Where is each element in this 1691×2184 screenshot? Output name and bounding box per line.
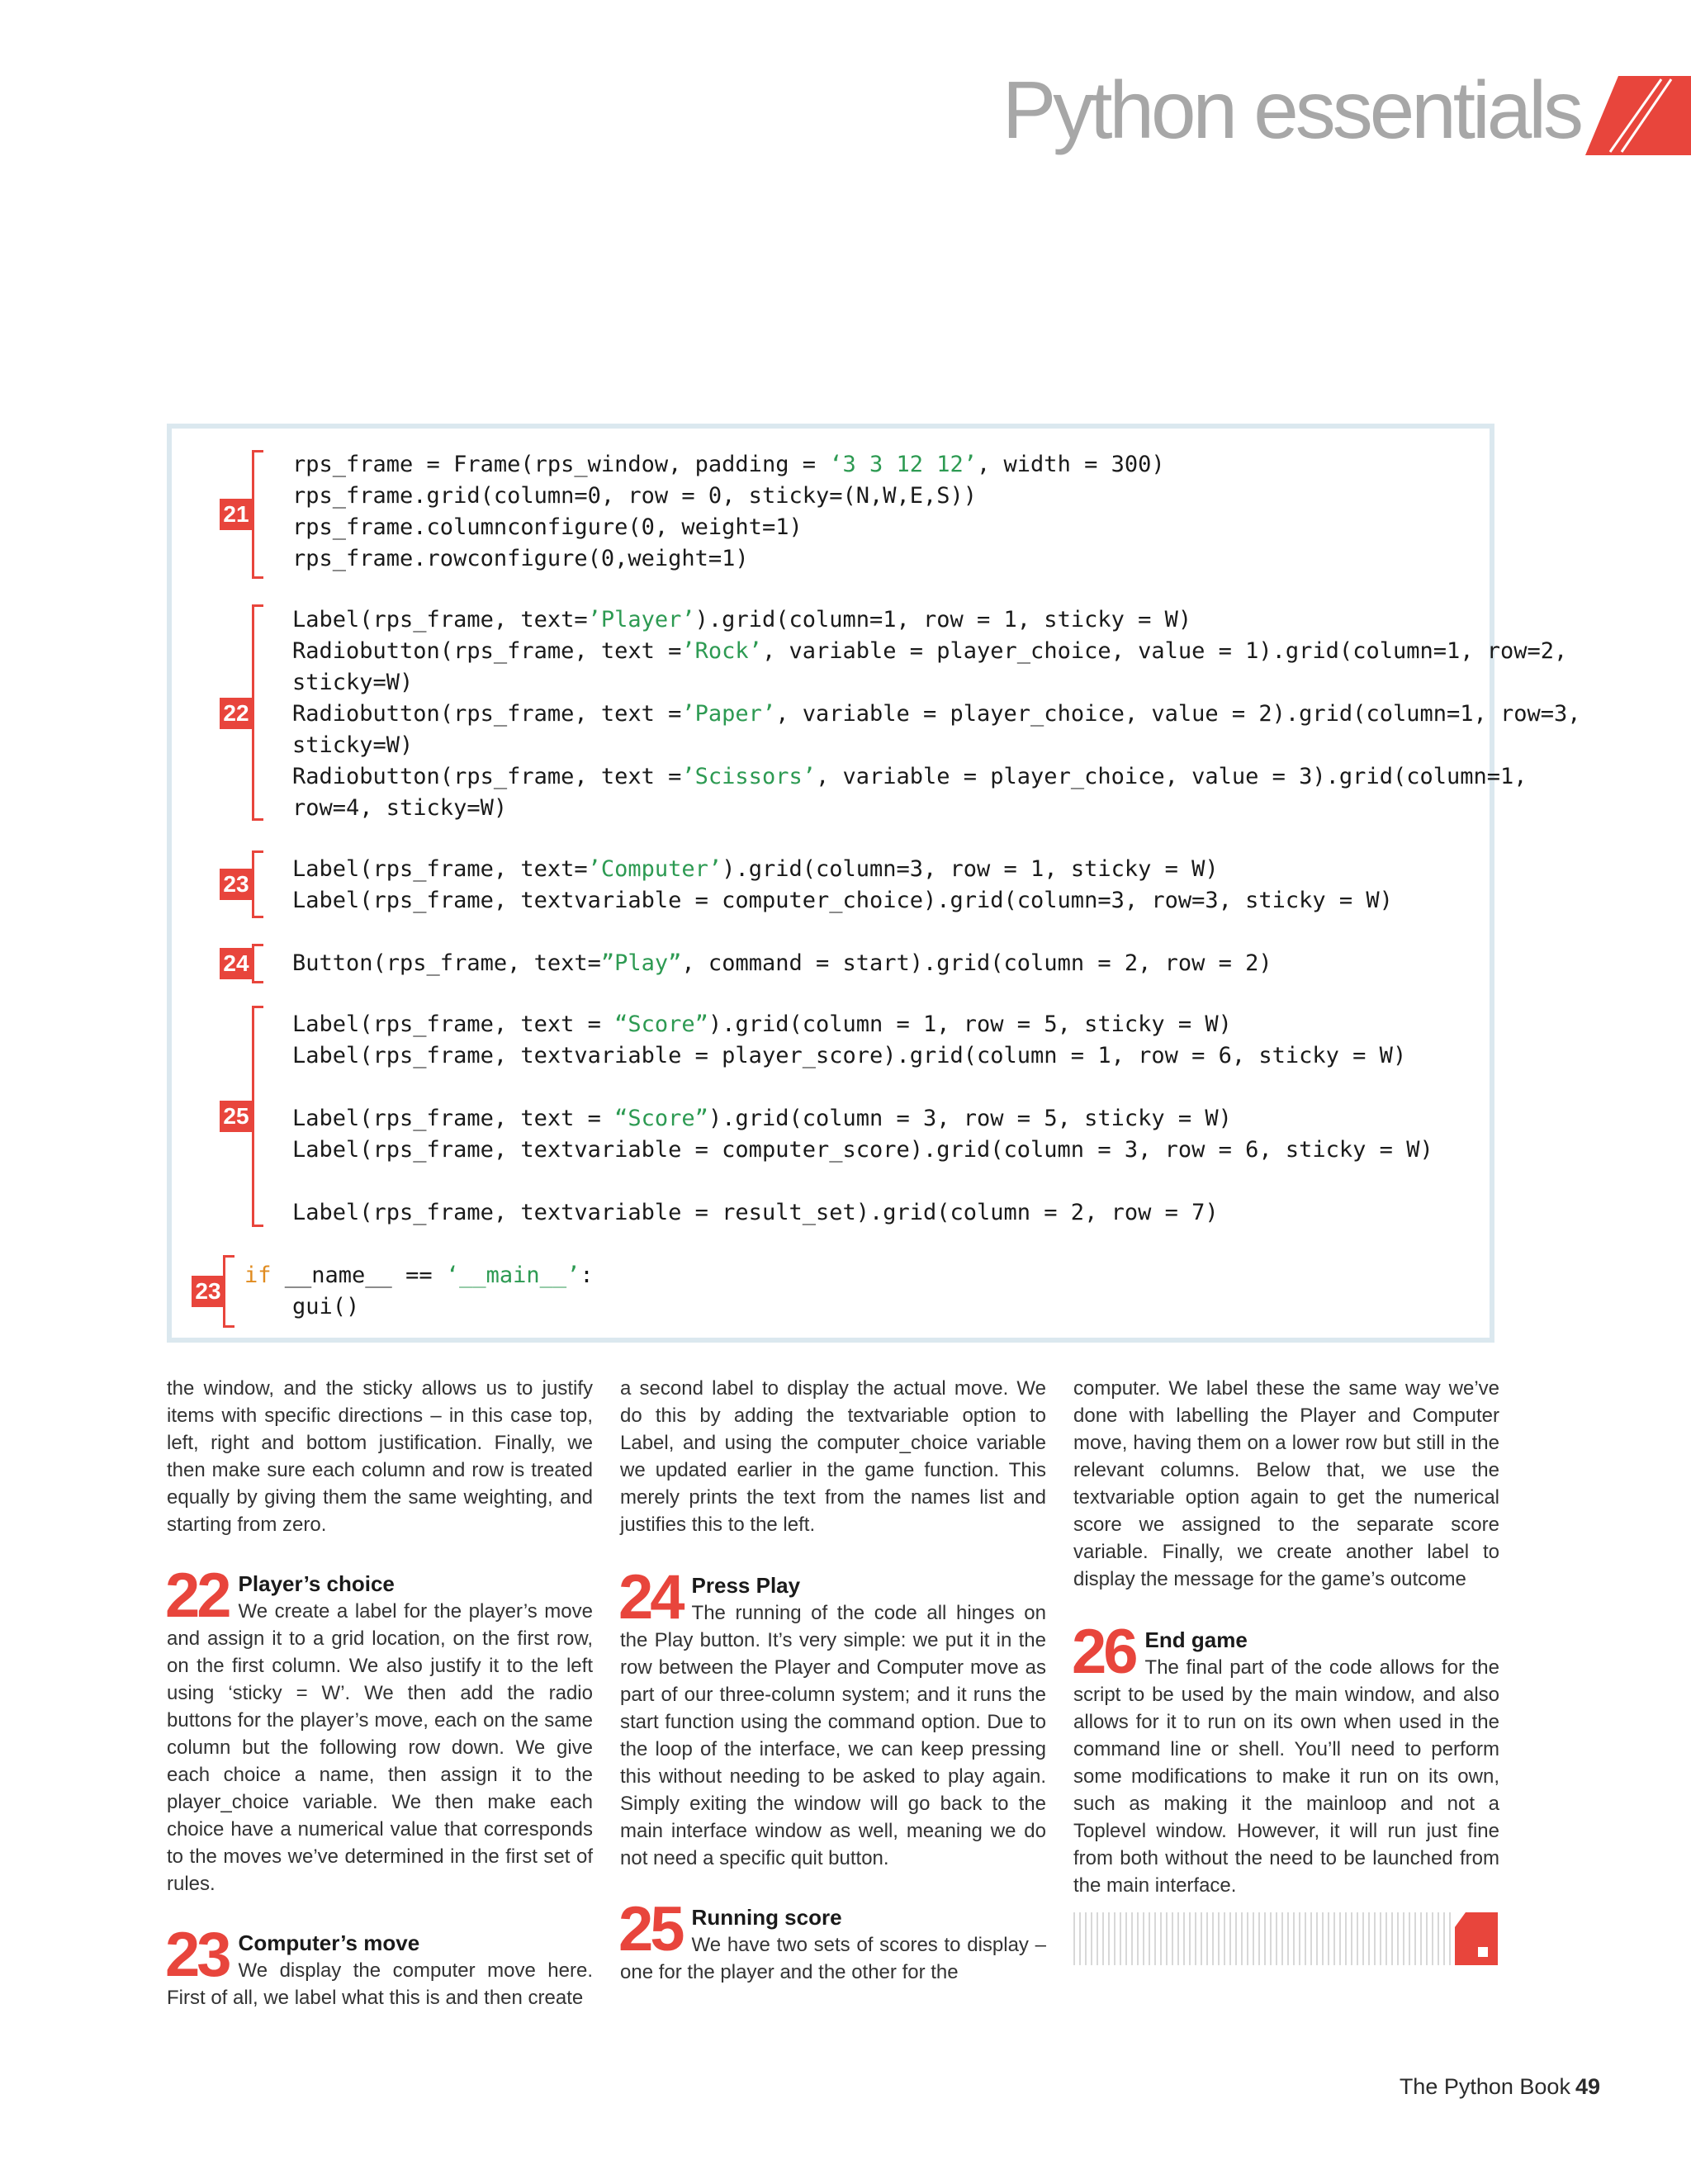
code-text: __name__ == (271, 1263, 446, 1288)
step-title: Press Play (691, 1573, 801, 1598)
code-text: rps_frame.columnconfigure(0, weight=1) (292, 514, 803, 540)
step-body: We display the computer move here. First of all, we label what this is and then create (167, 1959, 593, 2009)
code-line (244, 1260, 594, 1291)
code-text: Label(rps_frame, text = (292, 1011, 615, 1037)
paragraph: a second label to display the actual move. We do this by adding the textvariable option to Label, and using the computer_choice variable we updated earlier in the game function. This merely prints the text from the names list and justifies this to the left. (620, 1377, 1046, 1536)
code-string: ’Player’ (587, 607, 695, 632)
code-text: rps_frame.rowconfigure(0,weight=1) (292, 546, 749, 571)
code-line (292, 885, 1393, 917)
code-line (292, 543, 749, 575)
code-line (292, 449, 1165, 481)
code-string: “Score” (614, 1011, 708, 1037)
text-column-3 (1073, 1375, 1499, 1899)
step-bracket (252, 1006, 263, 1227)
code-string: “Score” (614, 1106, 708, 1131)
book-title: The Python Book (1399, 2074, 1570, 2099)
step-24 (618, 1562, 1046, 1872)
code-line (292, 1040, 1406, 1072)
step-bracket (223, 1255, 234, 1328)
header-flag-icon (1585, 76, 1691, 155)
page-header (1002, 64, 1691, 155)
text-column-1 (167, 1375, 593, 2011)
code-line (292, 730, 413, 761)
code-text: sticky=W) (292, 670, 414, 695)
code-string: ’Paper’ (681, 701, 776, 727)
step-bracket (252, 450, 263, 579)
code-text: ).grid(column=3, row = 1, sticky = W) (722, 856, 1219, 882)
step-title: Computer’s move (238, 1931, 420, 1955)
page-footer (1400, 2074, 1600, 2100)
code-text: Button(rps_frame, text= (292, 950, 601, 976)
step-26 (1072, 1617, 1499, 1899)
step-marker: 22 (220, 698, 253, 729)
step-23 (165, 1920, 593, 2011)
code-text: Label(rps_frame, textvariable = player_score).grid(column = 1, row = 6, sticky = W) (292, 1043, 1407, 1068)
code-string: ‘__main__’ (445, 1263, 580, 1288)
step-body: The final part of the code allows for the script to be used by the main window, and also allows for it to run on its own when used in the command line or shell. You’ll need to perform some modifications to make it run on its own, such as making it the mainloop and not a Toplevel window. However, it will run just fine from both without the need to be launched from the main interface. (1073, 1656, 1499, 1897)
step-number: 23 (165, 1920, 229, 1990)
step-marker: 21 (220, 499, 253, 530)
step-title: Player’s choice (238, 1571, 395, 1596)
code-text: ).grid(column=1, row = 1, sticky = W) (694, 607, 1192, 632)
code-string: ”Play” (600, 950, 682, 976)
step-marker: 24 (220, 948, 253, 979)
code-text: ).grid(column = 3, row = 5, sticky = W) (708, 1106, 1232, 1131)
step-number: 22 (165, 1561, 229, 1631)
code-line (292, 1291, 359, 1323)
code-text: rps_frame = Frame(rps_window, padding = (292, 452, 830, 477)
code-text: : (580, 1263, 594, 1288)
section-title: Python essentials (1002, 64, 1580, 155)
code-text: gui() (292, 1294, 360, 1319)
step-body: We create a label for the player’s move and assign it to a grid location, on the first row, on the first column. We also justify it to the left using ‘sticky = W’. We then add the radio buttons for the player’s move, each on the same column but the following row down. We give each choice a name, then assign it to the player_choice variable. We then make each choice have a numerical value that corresponds to the moves we’ve determined in the first set of rules. (167, 1600, 593, 1895)
code-text: , width = 300) (977, 452, 1165, 477)
page-number: 49 (1575, 2074, 1600, 2099)
code-text: Radiobutton(rps_frame, text = (292, 764, 682, 789)
code-keyword: if (244, 1263, 272, 1288)
code-line (292, 854, 1219, 885)
step-title: End game (1144, 1627, 1248, 1652)
code-line (292, 1103, 1232, 1135)
code-line (292, 1197, 1219, 1229)
end-marker-icon (1455, 1912, 1498, 1965)
code-string: ’Computer’ (587, 856, 722, 882)
code-line (292, 1135, 1433, 1166)
paragraph: the window, and the sticky allows us to justify items with specific directions – in this case top, left, right and bottom justification. Finally, we then make sure each column and row is treated equally by giving them the same weighting, and starting from zero. (167, 1377, 593, 1536)
code-line (292, 948, 1272, 979)
code-line (292, 512, 803, 543)
code-text: Label(rps_frame, text= (292, 856, 588, 882)
code-text: Radiobutton(rps_frame, text = (292, 701, 682, 727)
code-line (292, 1009, 1232, 1040)
code-text: , command = start).grid(column = 2, row = 2) (681, 950, 1272, 976)
code-text: ).grid(column = 1, row = 5, sticky = W) (708, 1011, 1232, 1037)
step-number: 24 (618, 1562, 682, 1632)
code-text: Label(rps_frame, textvariable = computer_choice).grid(column=3, row=3, sticky = W) (292, 888, 1393, 913)
code-text: , variable = player_choice, value = 2).grid(column=1, row=3, (775, 701, 1581, 727)
code-line (292, 699, 1581, 730)
step-25 (618, 1894, 1046, 1986)
code-text: Label(rps_frame, textvariable = result_set).grid(column = 2, row = 7) (292, 1200, 1219, 1225)
code-text: Label(rps_frame, textvariable = computer_score).grid(column = 3, row = 6, sticky = W) (292, 1137, 1433, 1163)
code-line (292, 667, 413, 699)
code-text: sticky=W) (292, 732, 414, 758)
paragraph: computer. We label these the same way we’ve done with labelling the Player and Computer move, having them on a lower row but still in the relevant columns. Below that, we use the textvariable option again to get the numerical score we assigned to the separate score variable. Finally, we create another label to display the message for the game’s outcome (1073, 1377, 1499, 1590)
step-marker: 25 (220, 1101, 253, 1132)
step-bracket (252, 850, 263, 918)
step-22 (165, 1561, 593, 1897)
code-text: , variable = player_choice, value = 3).grid(column=1, (815, 764, 1528, 789)
code-text: row=4, sticky=W) (292, 795, 508, 821)
step-bracket (252, 604, 263, 821)
code-text: , variable = player_choice, value = 1).grid(column=1, row=2, (761, 638, 1568, 664)
step-title: Running score (691, 1905, 842, 1930)
step-bracket (252, 944, 263, 983)
code-text: rps_frame.grid(column=0, row = 0, sticky=(N,W,E,S)) (292, 483, 978, 509)
step-marker: 23 (192, 1276, 225, 1307)
code-string: ‘3 3 12 12’ (829, 452, 978, 477)
code-text: Radiobutton(rps_frame, text = (292, 638, 682, 664)
code-string: ’Rock’ (681, 638, 762, 664)
code-text: Label(rps_frame, text = (292, 1106, 615, 1131)
code-text: Label(rps_frame, text= (292, 607, 588, 632)
code-line (292, 604, 1191, 636)
step-body: The running of the code all hinges on the Play button. It’s very simple: we put it in the row between the Player and Computer move as part of our three-column system; and it runs the start function using the command option. Due to the loop of the interface, we can keep pressing this without needing to be asked to play again. Simply exiting the window will go back to the main interface window as well, meaning we do not need a specific quit button. (620, 1602, 1046, 1869)
code-line (292, 793, 507, 824)
step-number: 25 (618, 1894, 682, 1964)
code-line (292, 636, 1567, 667)
step-number: 26 (1072, 1617, 1135, 1687)
code-string: ’Scissors’ (681, 764, 816, 789)
step-body: We have two sets of scores to display – one for the player and the other for the (620, 1934, 1046, 1983)
text-column-2 (620, 1375, 1046, 1986)
end-stripes-decoration (1073, 1912, 1455, 1965)
step-marker: 23 (220, 869, 253, 900)
code-line (292, 481, 977, 512)
code-line (292, 761, 1528, 793)
